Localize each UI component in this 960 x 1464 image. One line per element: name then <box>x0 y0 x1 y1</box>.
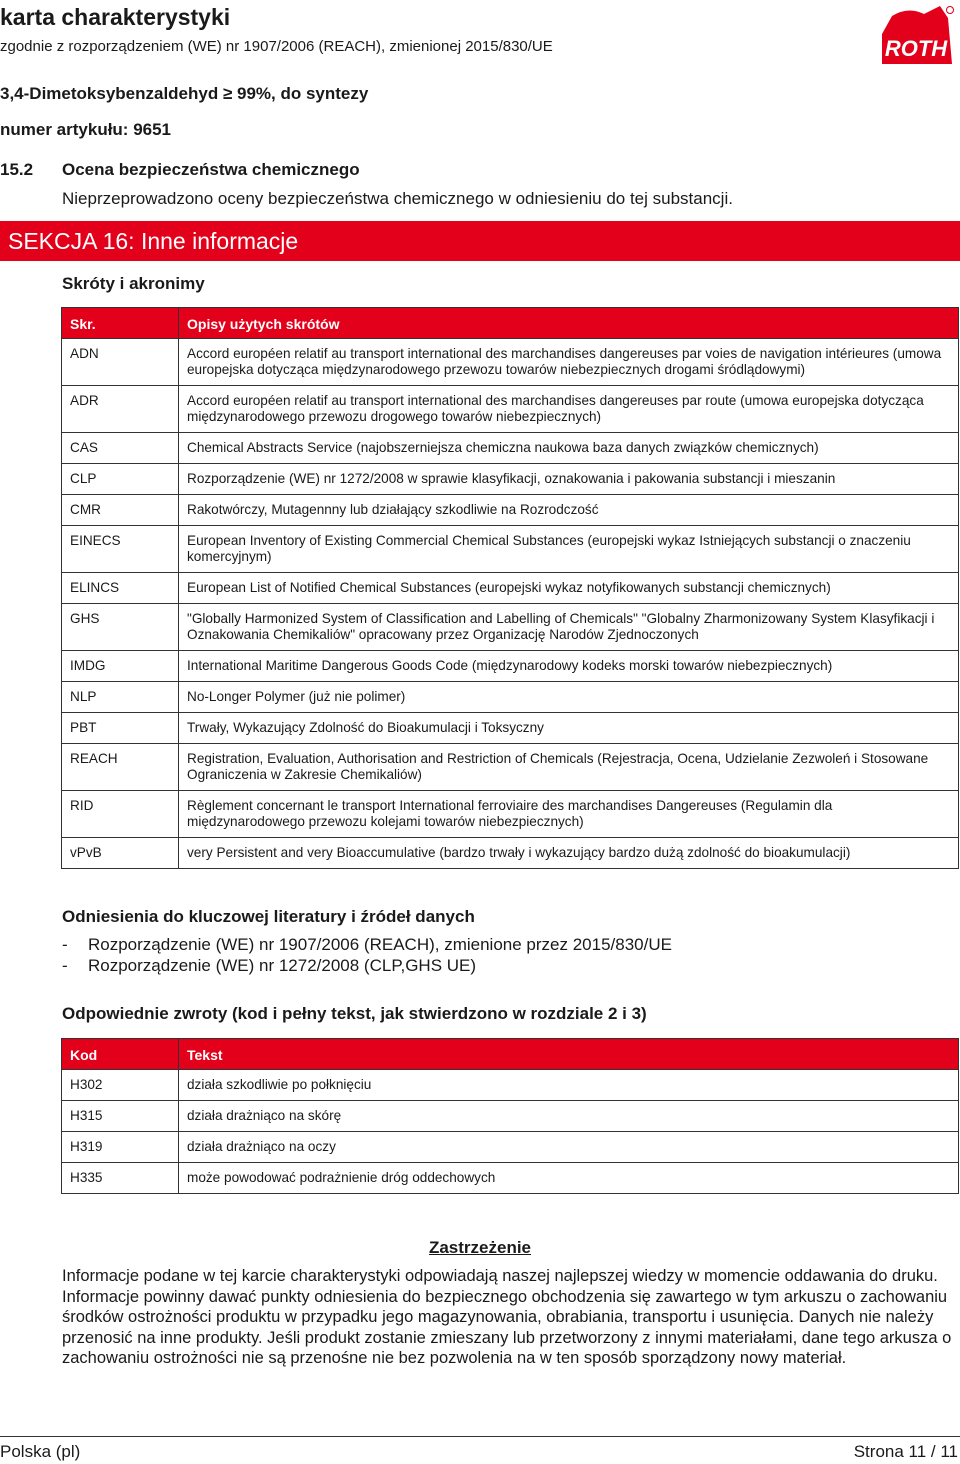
literature-item-text: Rozporządzenie (WE) nr 1907/2006 (REACH), zmienione przez 2015/830/UE <box>88 935 672 954</box>
table-cell-value: Rozporządzenie (WE) nr 1272/2008 w sprawie klasyfikacji, oznakowania i pakowania substancji i mieszanin <box>179 464 959 495</box>
table-cell-key: NLP <box>62 682 179 713</box>
table-cell-value: Registration, Evaluation, Authorisation and Restriction of Chemicals (Rejestracja, Ocena, Udzielanie Zezwoleń i Stosowane Ograniczenia w Zakresie Chemikaliów) <box>179 744 959 791</box>
literature-heading: Odniesienia do kluczowej literatury i źródeł danych <box>62 907 475 926</box>
table-cell-key: CLP <box>62 464 179 495</box>
table-row <box>62 1101 959 1132</box>
table-cell-key: vPvB <box>62 838 179 869</box>
table-row <box>62 433 959 464</box>
column-header-abbr: Skr. <box>62 308 179 339</box>
footer-divider <box>0 1436 960 1437</box>
table-row <box>62 495 959 526</box>
table-cell-key: ELINCS <box>62 573 179 604</box>
table-row <box>62 791 959 838</box>
subsection-title: Ocena bezpieczeństwa chemicznego <box>62 160 360 179</box>
table-row <box>62 604 959 651</box>
document-title: karta charakterystyki <box>0 4 231 30</box>
roth-logo-icon <box>878 4 956 72</box>
phrases-table <box>61 1038 959 1194</box>
table-cell-key: CMR <box>62 495 179 526</box>
table-cell-key: EINECS <box>62 526 179 573</box>
table-cell-key: GHS <box>62 604 179 651</box>
list-item: - Rozporządzenie (WE) nr 1272/2008 (CLP,GHS UE) <box>62 956 477 975</box>
table-cell-value: European List of Notified Chemical Substances (europejski wykaz notyfikowanych substancji chemicznych) <box>179 573 959 604</box>
table-row <box>62 838 959 869</box>
table-cell-value: Accord européen relatif au transport international des marchandises dangereuses par route (umowa europejska dotycząca międzynarodowego przewozu drogowego towarów niebezpiecznych) <box>179 386 959 433</box>
column-header-description: Opisy użytych skrótów <box>179 308 959 339</box>
table-cell-value: działa szkodliwie po połknięciu <box>179 1070 959 1101</box>
table-cell-value: "Globally Harmonized System of Classification and Labelling of Chemicals" "Globalny Zharmonizowany System Klasyfikacji i Oznakowania Chemikaliów" opracowany przez Organizację Narodów Zjednoczonych <box>179 604 959 651</box>
abbreviations-table-body <box>62 339 959 869</box>
subsection-15-2-text: Nieprzeprowadzono oceny bezpieczeństwa chemicznego w odniesieniu do tej substancji. <box>62 189 733 208</box>
table-cell-key: ADN <box>62 339 179 386</box>
table-cell-key: RID <box>62 791 179 838</box>
table-cell-value: International Maritime Dangerous Goods Code (międzynarodowy kodeks morski towarów niebezpiecznych) <box>179 651 959 682</box>
table-cell-key: H335 <box>62 1163 179 1194</box>
document-subtitle: zgodnie z rozporządzeniem (WE) nr 1907/2006 (REACH), zmienionej 2015/830/UE <box>0 38 553 55</box>
logo-text: ROTH <box>884 36 948 61</box>
literature-item-text: Rozporządzenie (WE) nr 1272/2008 (CLP,GHS UE) <box>88 956 477 975</box>
table-row <box>62 682 959 713</box>
table-row <box>62 713 959 744</box>
footer-language: Polska (pl) <box>0 1442 81 1461</box>
table-row <box>62 1070 959 1101</box>
table-cell-value: może powodować podrażnienie dróg oddechowych <box>179 1163 959 1194</box>
table-row <box>62 1163 959 1194</box>
article-number: numer artykułu: 9651 <box>0 120 172 139</box>
disclaimer-text: Informacje podane w tej karcie charakterystyki odpowiadają naszej najlepszej wiedzy w momencie oddawania do druku. Informacje powinny dawać punkty odniesienia do bezpiecznego obchodzenia się zawartego w tym arkuszu o zachowaniu środków ostrożności produktu w przypadku jego magazynowania, obrabiania, transportu i usunięcia. Danych nie należy przenosić na inne produkty. Jeśli produkt zostanie zmieszany lub przetworzony z innymi materiałami, dane tego arkusza o zachowaniu ostrożności nie są przenośne nie bez pozwolenia na w ten sposób sporządzony nowy materiał. <box>62 1267 952 1367</box>
table-cell-key: H302 <box>62 1070 179 1101</box>
table-row <box>62 1132 959 1163</box>
table-row <box>62 526 959 573</box>
table-cell-value: Rakotwórczy, Mutagennny lub działający szkodliwie na Rozrodczość <box>179 495 959 526</box>
table-cell-key: H315 <box>62 1101 179 1132</box>
disclaimer-heading <box>0 1238 960 1258</box>
subsection-15-2-heading <box>0 160 360 180</box>
table-cell-value: Accord européen relatif au transport international des marchandises dangereuses par voies de navigation intérieures (umowa europejska dotycząca międzynarodowego przewozu towarów niebezpiecznych drogami śródlądowymi) <box>179 339 959 386</box>
table-cell-key: H319 <box>62 1132 179 1163</box>
table-cell-value: No-Longer Polymer (już nie polimer) <box>179 682 959 713</box>
footer-page-number: Strona 11 / 11 <box>853 1442 958 1461</box>
column-header-code: Kod <box>62 1039 179 1070</box>
table-cell-value: działa drażniąco na oczy <box>179 1132 959 1163</box>
table-cell-key: IMDG <box>62 651 179 682</box>
table-cell-value: Trwały, Wykazujący Zdolność do Bioakumulacji i Toksyczny <box>179 713 959 744</box>
list-item: - Rozporządzenie (WE) nr 1907/2006 (REACH), zmienione przez 2015/830/UE <box>62 935 672 954</box>
table-row <box>62 573 959 604</box>
table-cell-value: Règlement concernant le transport International ferroviaire des marchandises Dangereuses (Regulamin dla międzynarodowego przewozu kolejami towarów niebezpiecznych) <box>179 791 959 838</box>
abbreviations-table <box>61 307 959 869</box>
table-row <box>62 464 959 495</box>
table-cell-value: European Inventory of Existing Commercial Chemical Substances (europejski wykaz Istniejących substancji o znaczeniu komercyjnym) <box>179 526 959 573</box>
table-row <box>62 386 959 433</box>
phrases-table-body <box>62 1070 959 1194</box>
product-name: 3,4-Dimetoksybenzaldehyd ≥ 99%, do syntezy <box>0 84 369 103</box>
disclaimer-heading-text: Zastrzeżenie <box>428 1238 532 1257</box>
table-header-row <box>62 1039 959 1070</box>
column-header-text: Tekst <box>179 1039 959 1070</box>
table-row <box>62 651 959 682</box>
literature-list <box>62 934 672 976</box>
table-cell-value: Chemical Abstracts Service (najobszerniejsza chemiczna naukowa baza danych związków chemicznych) <box>179 433 959 464</box>
table-cell-key: PBT <box>62 713 179 744</box>
subsection-number: 15.2 <box>0 160 34 179</box>
table-cell-key: CAS <box>62 433 179 464</box>
table-cell-key: REACH <box>62 744 179 791</box>
table-header-row <box>62 308 959 339</box>
table-row <box>62 744 959 791</box>
phrases-heading: Odpowiednie zwroty (kod i pełny tekst, jak stwierdzono w rozdziale 2 i 3) <box>62 1004 647 1023</box>
table-cell-value: działa drażniąco na skórę <box>179 1101 959 1132</box>
section-16-header: SEKCJA 16: Inne informacje <box>0 221 960 261</box>
table-row <box>62 339 959 386</box>
abbreviations-heading: Skróty i akronimy <box>62 274 205 293</box>
table-cell-key: ADR <box>62 386 179 433</box>
table-cell-value: very Persistent and very Bioaccumulative (bardzo trwały i wykazujący bardzo dużą zdolność do bioakumulacji) <box>179 838 959 869</box>
carl-roth-logo <box>878 4 956 72</box>
